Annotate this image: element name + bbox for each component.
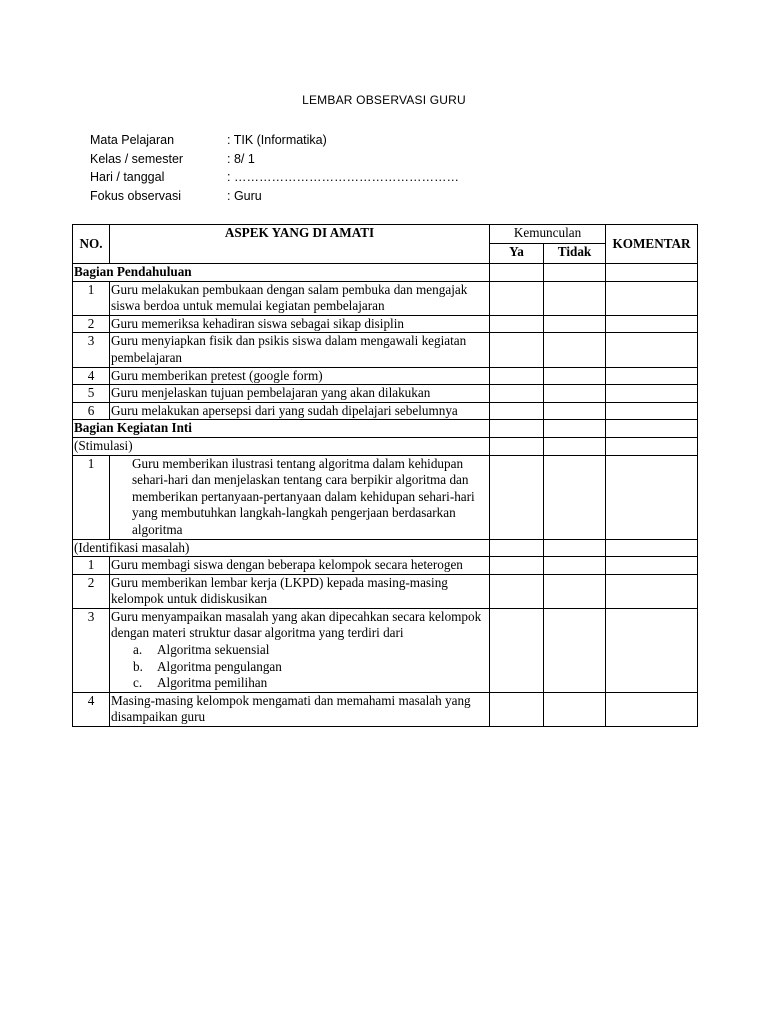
subsection-row — [73, 437, 698, 455]
aspect-text: Guru memberikan pretest (google form) — [110, 367, 490, 385]
cell-komentar[interactable] — [606, 264, 698, 282]
aspect-text: Guru menyampaikan masalah yang akan dipecahkan secara kelompok dengan materi struktur dasar algoritma yang terdiri dari — [111, 608, 482, 641]
meta-label: Hari / tanggal — [90, 170, 165, 185]
header-komentar: KOMENTAR — [606, 225, 698, 264]
list-marker: b. — [133, 658, 143, 674]
table-header-row — [73, 225, 698, 244]
cell-tidak[interactable] — [544, 385, 606, 403]
cell-tidak[interactable] — [544, 455, 606, 539]
meta-value: : 8/ 1 — [227, 151, 255, 166]
subsection-title: (Stimulasi) — [73, 437, 490, 455]
table-row — [73, 333, 698, 367]
aspect-text: Guru menyiapkan fisik dan psikis siswa dalam mengawali kegiatan pembelajaran — [110, 333, 490, 367]
cell-komentar[interactable] — [606, 315, 698, 333]
table-row — [73, 608, 698, 692]
header-tidak: Tidak — [544, 244, 606, 264]
row-number: 2 — [73, 574, 110, 608]
cell-ya[interactable] — [490, 264, 544, 282]
cell-tidak[interactable] — [544, 315, 606, 333]
cell-tidak[interactable] — [544, 333, 606, 367]
cell-tidak[interactable] — [544, 608, 606, 692]
cell-ya[interactable] — [490, 557, 544, 575]
meta-value: : ……………………………………………… — [227, 170, 459, 185]
cell-ya[interactable] — [490, 692, 544, 726]
cell-tidak[interactable] — [544, 539, 606, 557]
meta-row-focus — [90, 187, 459, 206]
table-row — [73, 315, 698, 333]
table-row — [73, 557, 698, 575]
cell-komentar[interactable] — [606, 455, 698, 539]
cell-komentar[interactable] — [606, 574, 698, 608]
cell-ya[interactable] — [490, 402, 544, 420]
cell-komentar[interactable] — [606, 608, 698, 692]
subsection-title: (Identifikasi masalah) — [73, 539, 490, 557]
list-item — [111, 659, 488, 676]
cell-tidak[interactable] — [544, 574, 606, 608]
section-row — [73, 420, 698, 438]
cell-tidak[interactable] — [544, 557, 606, 575]
cell-ya[interactable] — [490, 281, 544, 315]
cell-ya[interactable] — [490, 315, 544, 333]
cell-ya[interactable] — [490, 574, 544, 608]
aspect-text: Guru membagi siswa dengan beberapa kelompok secara heterogen — [110, 557, 490, 575]
list-item — [111, 675, 488, 692]
cell-ya[interactable] — [490, 455, 544, 539]
aspect-cell — [110, 608, 490, 692]
aspect-text: Guru melakukan pembukaan dengan salam pembuka dan mengajak siswa berdoa untuk memulai kegiatan pembelajaran — [110, 281, 490, 315]
list-text: Algoritma sekuensial — [157, 642, 270, 658]
cell-komentar[interactable] — [606, 539, 698, 557]
section-title: Bagian Pendahuluan — [73, 264, 490, 282]
list-marker: a. — [133, 642, 143, 658]
table-row — [73, 367, 698, 385]
aspect-text: Masing-masing kelompok mengamati dan memahami masalah yang disampaikan guru — [110, 692, 490, 726]
meta-row-class — [90, 150, 459, 169]
cell-tidak[interactable] — [544, 692, 606, 726]
header-kemunculan: Kemunculan — [490, 225, 606, 244]
observation-table — [72, 224, 698, 727]
row-number: 2 — [73, 315, 110, 333]
meta-row-date — [90, 168, 459, 187]
cell-komentar[interactable] — [606, 281, 698, 315]
list-marker: c. — [133, 675, 143, 691]
cell-tidak[interactable] — [544, 437, 606, 455]
cell-ya[interactable] — [490, 437, 544, 455]
cell-tidak[interactable] — [544, 264, 606, 282]
table-row — [73, 281, 698, 315]
aspect-text: Guru memeriksa kehadiran siswa sebagai sikap disiplin — [110, 315, 490, 333]
cell-komentar[interactable] — [606, 420, 698, 438]
table-row — [73, 574, 698, 608]
section-title: Bagian Kegiatan Inti — [73, 420, 490, 438]
subsection-row — [73, 539, 698, 557]
cell-komentar[interactable] — [606, 367, 698, 385]
row-number: 3 — [73, 608, 110, 692]
cell-komentar[interactable] — [606, 333, 698, 367]
cell-ya[interactable] — [490, 333, 544, 367]
aspect-text — [110, 455, 490, 539]
row-number: 5 — [73, 385, 110, 403]
row-number: 1 — [73, 557, 110, 575]
page-title: LEMBAR OBSERVASI GURU — [302, 93, 466, 107]
cell-ya[interactable] — [490, 420, 544, 438]
cell-komentar[interactable] — [606, 385, 698, 403]
row-number: 1 — [73, 455, 110, 539]
row-number: 6 — [73, 402, 110, 420]
table-row — [73, 402, 698, 420]
cell-ya[interactable] — [490, 539, 544, 557]
cell-tidak[interactable] — [544, 420, 606, 438]
table-row — [73, 692, 698, 726]
row-number: 4 — [73, 692, 110, 726]
header-ya: Ya — [490, 244, 544, 264]
metadata-block — [90, 131, 459, 206]
aspect-text-indented: Guru memberikan ilustrasi tentang algoritma dalam kehidupan sehari-hari dan menjelaskan tentang cara berpikir algoritma dan memberikan pertanyaan-pertanyaan dalam kehidupan sehari-hari yang membutuhkan langkah-langkah pengerjaan berdasarkan algoritma — [132, 455, 475, 537]
meta-value: : TIK (Informatika) — [227, 133, 327, 147]
cell-komentar[interactable] — [606, 557, 698, 575]
row-number: 3 — [73, 333, 110, 367]
cell-ya[interactable] — [490, 608, 544, 692]
row-number: 1 — [73, 281, 110, 315]
cell-komentar[interactable] — [606, 402, 698, 420]
cell-tidak[interactable] — [544, 402, 606, 420]
list-text: Algoritma pemilihan — [157, 675, 268, 691]
cell-komentar[interactable] — [606, 437, 698, 455]
cell-tidak[interactable] — [544, 281, 606, 315]
list-text: Algoritma pengulangan — [157, 658, 282, 674]
sub-list — [111, 642, 488, 692]
row-number: 4 — [73, 367, 110, 385]
table-row — [73, 455, 698, 539]
meta-label: Mata Pelajaran — [90, 133, 175, 147]
meta-label: Kelas / semester — [90, 151, 184, 166]
cell-tidak[interactable] — [544, 367, 606, 385]
header-no: NO. — [73, 225, 110, 264]
list-item — [111, 642, 488, 659]
table-row — [73, 385, 698, 403]
meta-label: Fokus observasi — [90, 189, 182, 204]
meta-value: : Guru — [227, 189, 262, 204]
cell-komentar[interactable] — [606, 692, 698, 726]
header-aspek: ASPEK YANG DI AMATI — [110, 225, 490, 264]
cell-ya[interactable] — [490, 385, 544, 403]
meta-row-subject — [90, 131, 459, 150]
aspect-text: Guru memberikan lembar kerja (LKPD) kepada masing-masing kelompok untuk didiskusikan — [110, 574, 490, 608]
section-row — [73, 264, 698, 282]
aspect-text: Guru menjelaskan tujuan pembelajaran yang akan dilakukan — [110, 385, 490, 403]
aspect-text: Guru melakukan apersepsi dari yang sudah dipelajari sebelumnya — [110, 402, 490, 420]
cell-ya[interactable] — [490, 367, 544, 385]
